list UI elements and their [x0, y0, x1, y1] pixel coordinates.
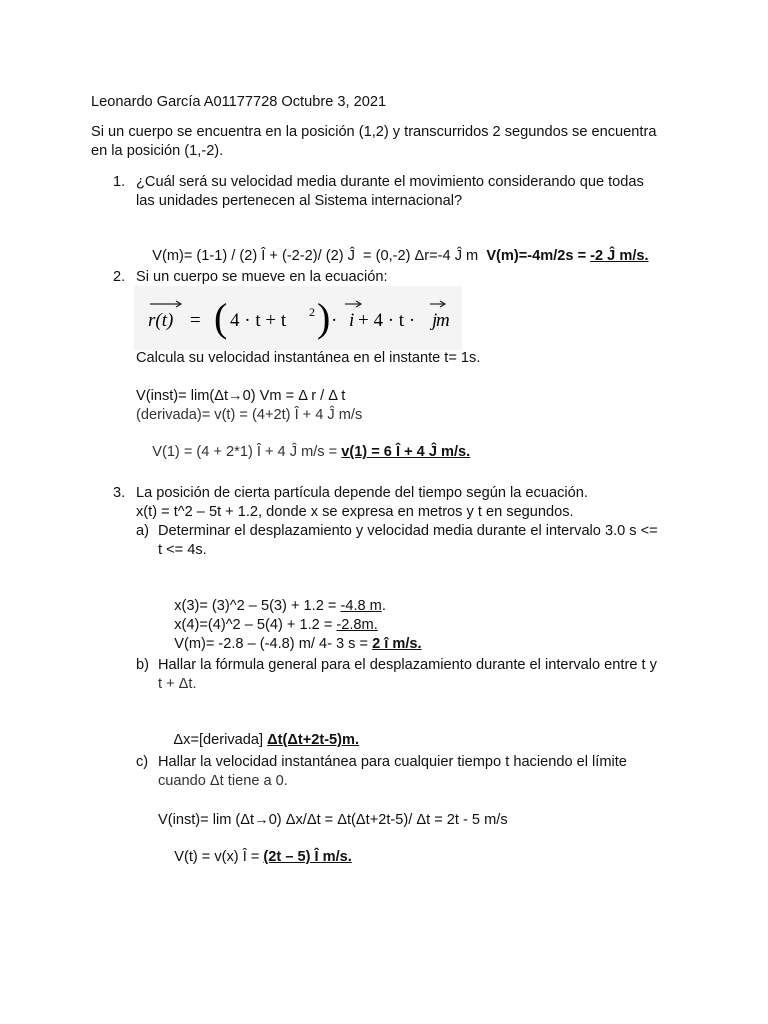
q3a-x3-period: . — [381, 598, 386, 614]
q3b-answer-result: Δt(Δt+2t-5)m. — [267, 732, 360, 748]
q1-line-1: ¿Cuál será su velocidad media durante el movimiento considerando que todas — [136, 174, 644, 190]
q2-step-1: V(inst)= lim(Δt→0) Vm = Δ r / Δ t — [136, 388, 346, 404]
q3b-line-2: t + Δt. — [158, 676, 197, 692]
q3b-line-1: Hallar la fórmula general para el desplazamiento durante el intervalo entre t y — [158, 657, 657, 673]
q3-line-1: La posición de cierta partícula depende del tiempo según la ecuación. — [136, 485, 588, 501]
eq-open-paren: ( — [214, 295, 228, 340]
q3a-x4-result: -2.8m. — [336, 617, 378, 633]
q1-number: 1. — [113, 174, 126, 190]
intro-line-1: Si un cuerpo se encuentra en la posición (1,2) y transcurridos 2 segundos se encuentra — [91, 124, 657, 140]
q3a-x4-plain: x(4)=(4)^2 – 5(4) + 1.2 = — [174, 617, 337, 633]
q3b-letter: b) — [136, 657, 149, 673]
q3-number: 3. — [113, 485, 126, 501]
q3a-vm-result: 2 î m/s. — [372, 636, 422, 652]
eq-exponent: 2 — [309, 305, 315, 319]
eq-close-paren: ) — [317, 295, 331, 340]
eq-rest: + 4 · t · — [358, 310, 416, 331]
q3c-step-2 — [158, 830, 352, 884]
author-header: Leonardo García A01177728 Octubre 3, 2021 — [91, 94, 387, 110]
eq-equals: = — [190, 310, 201, 331]
q3c-step-2-result: (2t – 5) Î m/s. — [263, 849, 352, 865]
q2-step-3-plain: V(1) = (4 + 2*1) Î + 4 Ĵ m/s = — [152, 444, 342, 460]
q2-line-1: Si un cuerpo se mueve en la ecuación: — [136, 269, 388, 285]
q1-answer-result: -2 Ĵ m/s. — [590, 248, 649, 264]
q3-line-2: x(t) = t^2 – 5t + 1.2, donde x se expresa en metros y t en segundos. — [136, 504, 574, 520]
q1-answer-plain: V(m)= (1-1) / (2) Î + (-2-2)/ (2) Ĵ = (0,-2) Δr=-4 Ĵ m — [152, 248, 487, 264]
eq-j: j — [432, 310, 438, 331]
q3b-answer-plain: Δx=[derivada] — [173, 732, 268, 748]
position-equation-svg — [134, 286, 462, 350]
q1-line-2: las unidades pertenecen al Sistema internacional? — [136, 193, 463, 209]
q2-line-2: Calcula su velocidad instantánea en el instante t= 1s. — [136, 350, 481, 366]
intro-line-2: en la posición (1,-2). — [91, 143, 224, 159]
q3a-line-2: t <= 4s. — [158, 542, 207, 558]
q3a-line-1: Determinar el desplazamiento y velocidad media durante el intervalo 3.0 s <= — [158, 523, 658, 539]
q3c-line-2: cuando Δt tiene a 0. — [158, 773, 288, 789]
q3c-letter: c) — [136, 754, 149, 770]
q3a-x3-plain: x(3)= (3)^2 – 5(3) + 1.2 = — [174, 598, 341, 614]
eq-dot: · — [331, 310, 338, 331]
q2-step-3 — [136, 425, 470, 479]
q3a-vm-plain: V(m)= -2.8 – (-4.8) m/ 4- 3 s = — [174, 636, 373, 652]
eq-middle: 4 · t + t — [230, 310, 287, 331]
eq-unit: m — [436, 310, 450, 331]
q3a-x3-result: -4.8 m — [340, 598, 382, 614]
q2-step-2: (derivada)= v(t) = (4+2t) Î + 4 Ĵ m/s — [136, 407, 363, 423]
eq-lhs: r(t) — [148, 310, 174, 331]
eq-i: i — [349, 310, 355, 331]
q3a-letter: a) — [136, 523, 149, 539]
q3c-line-1: Hallar la velocidad instantánea para cualquier tiempo t haciendo el límite — [158, 754, 627, 770]
q1-answer-bold: V(m)=-4m/2s = — [486, 248, 591, 264]
q3c-step-1: V(inst)= lim (Δt→0) Δx/Δt = Δt(Δt+2t-5)/ Δt = 2t - 5 m/s — [158, 812, 508, 828]
q2-number: 2. — [113, 269, 126, 285]
position-equation-image — [134, 286, 462, 350]
q2-step-3-result: v(1) = 6 Î + 4 Ĵ m/s. — [341, 444, 471, 460]
q3c-step-2-plain: V(t) = v(x) Î = — [174, 849, 264, 865]
